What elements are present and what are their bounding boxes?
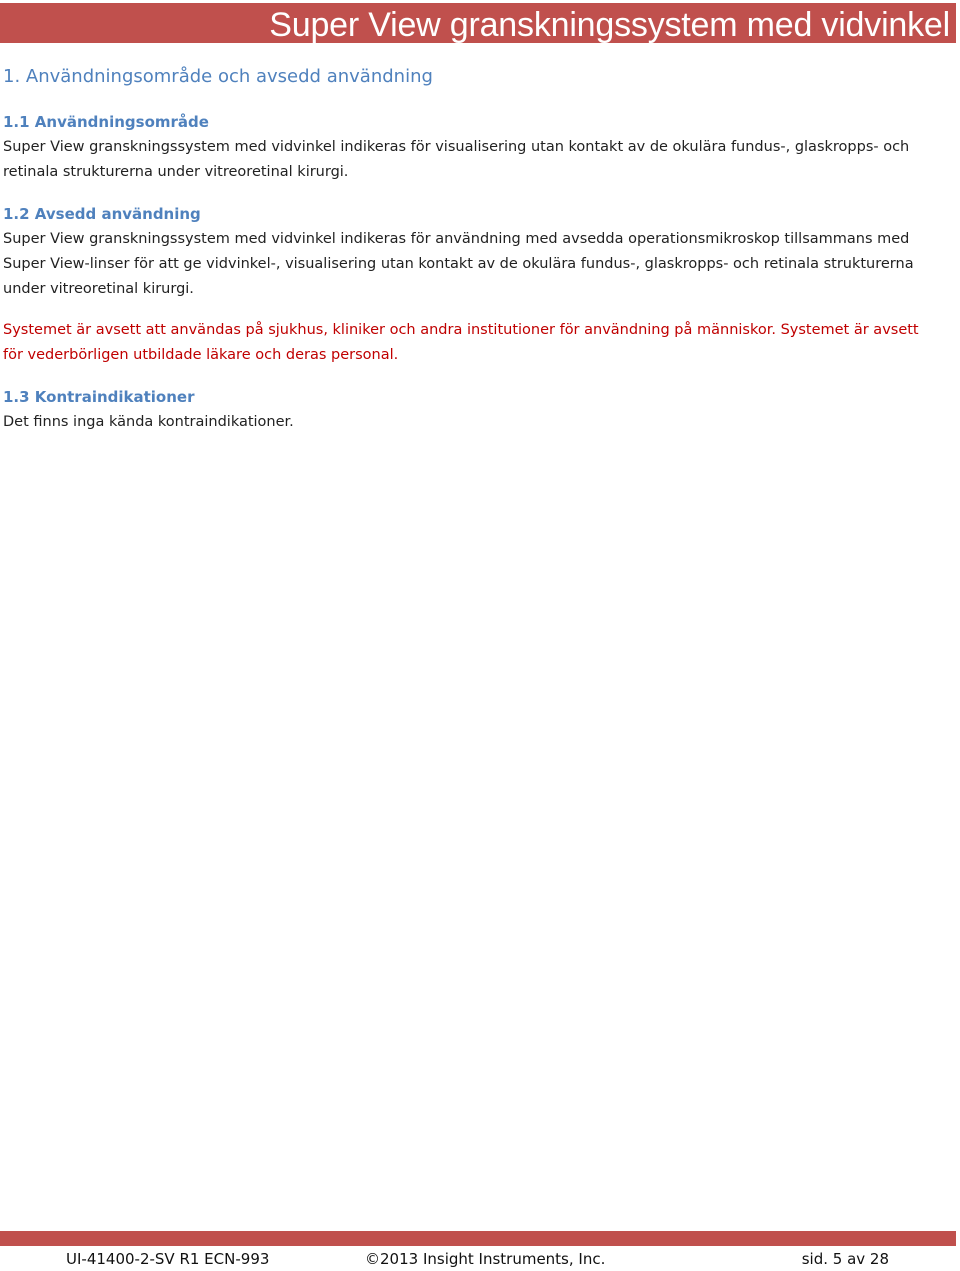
subsection-heading-1-1: 1.1 Användningsområde xyxy=(3,113,209,131)
subsection-heading-1-2: 1.2 Avsedd användning xyxy=(3,205,201,223)
header-bar xyxy=(0,3,956,43)
section-heading: 1. Användningsområde och avsedd användning xyxy=(3,66,433,87)
paragraph-intended-use: Super View granskningssystem med vidvinkel indikeras för användning med avsedda operationsmikroskop tillsammans med Super View-linser för att ge vidvinkel-, visualisering utan kontakt av de okulära fundus-, glaskropps- och retinala strukturerna under vitreoretinal kirurgi. xyxy=(3,231,914,297)
footer-document-id: UI-41400-2-SV R1 ECN-993 xyxy=(66,1250,270,1268)
paragraph-intended-users: Systemet är avsett att användas på sjukhus, kliniker och andra institutioner för användning på människor. Systemet är avsett för vederbörligen utbildade läkare och deras personal. xyxy=(3,322,919,363)
subsection-heading-1-3: 1.3 Kontraindikationer xyxy=(3,388,195,406)
footer-page-number: sid. 5 av 28 xyxy=(801,1250,889,1268)
paragraph-contraindications: Det finns inga kända kontraindikationer. xyxy=(3,414,294,430)
document-title: Super View granskningssystem med vidvinkel xyxy=(269,6,950,44)
paragraph-indication: Super View granskningssystem med vidvinkel indikeras för visualisering utan kontakt av de okulära fundus-, glaskropps- och retinala strukturerna under vitreoretinal kirurgi. xyxy=(3,139,910,180)
footer-copyright: ©2013 Insight Instruments, Inc. xyxy=(365,1250,606,1268)
footer-bar xyxy=(0,1231,956,1246)
